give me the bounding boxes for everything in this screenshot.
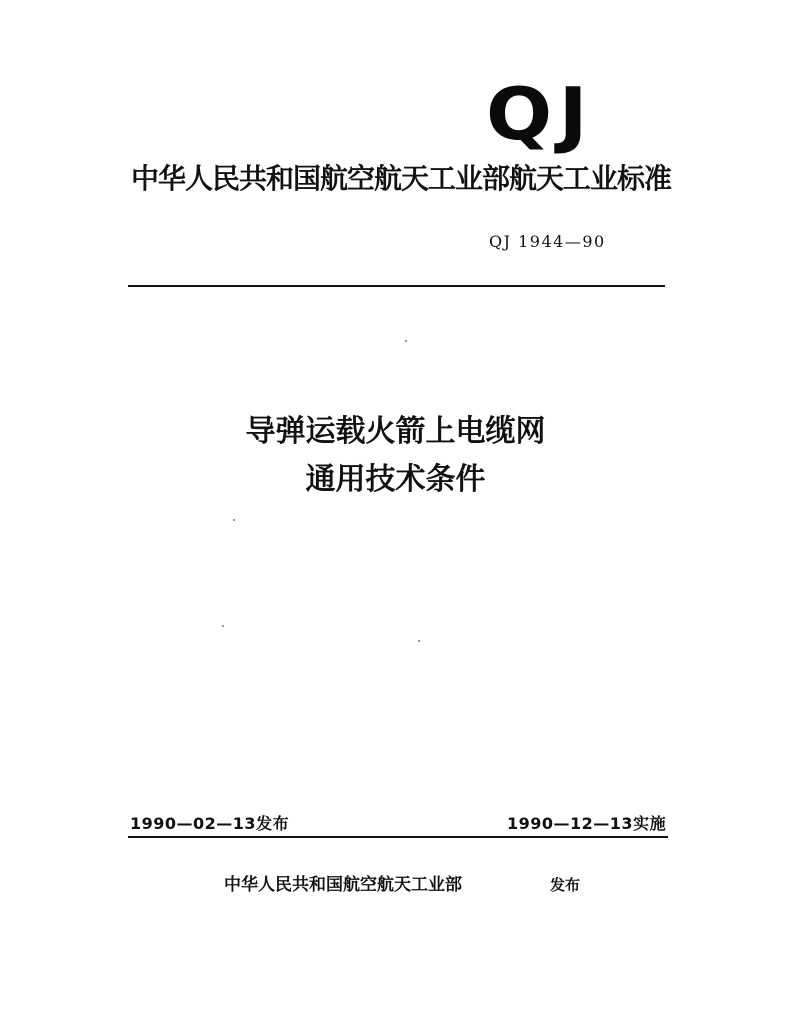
document-title-line-2: 通用技术条件 [305,462,486,497]
header-divider [128,285,665,287]
publish-label: 发布 [550,876,581,894]
issue-date: 1990—02—13发布 [130,814,290,833]
organization-standard-title: 中华人民共和国航空航天工业部航天工业标准 [131,162,672,195]
footer-divider [128,836,668,838]
scan-speck [418,640,420,642]
standard-number: QJ 1944—90 [489,232,606,251]
scan-speck [222,625,224,627]
publisher-name: 中华人民共和国航空航天工业部 [224,875,462,895]
scan-speck [233,519,235,521]
scan-speck [405,340,407,342]
implementation-date: 1990—12—13实施 [507,814,667,833]
qj-logo: QJ [486,72,594,156]
document-title-line-1: 导弹运载火箭上电缆网 [245,414,546,449]
